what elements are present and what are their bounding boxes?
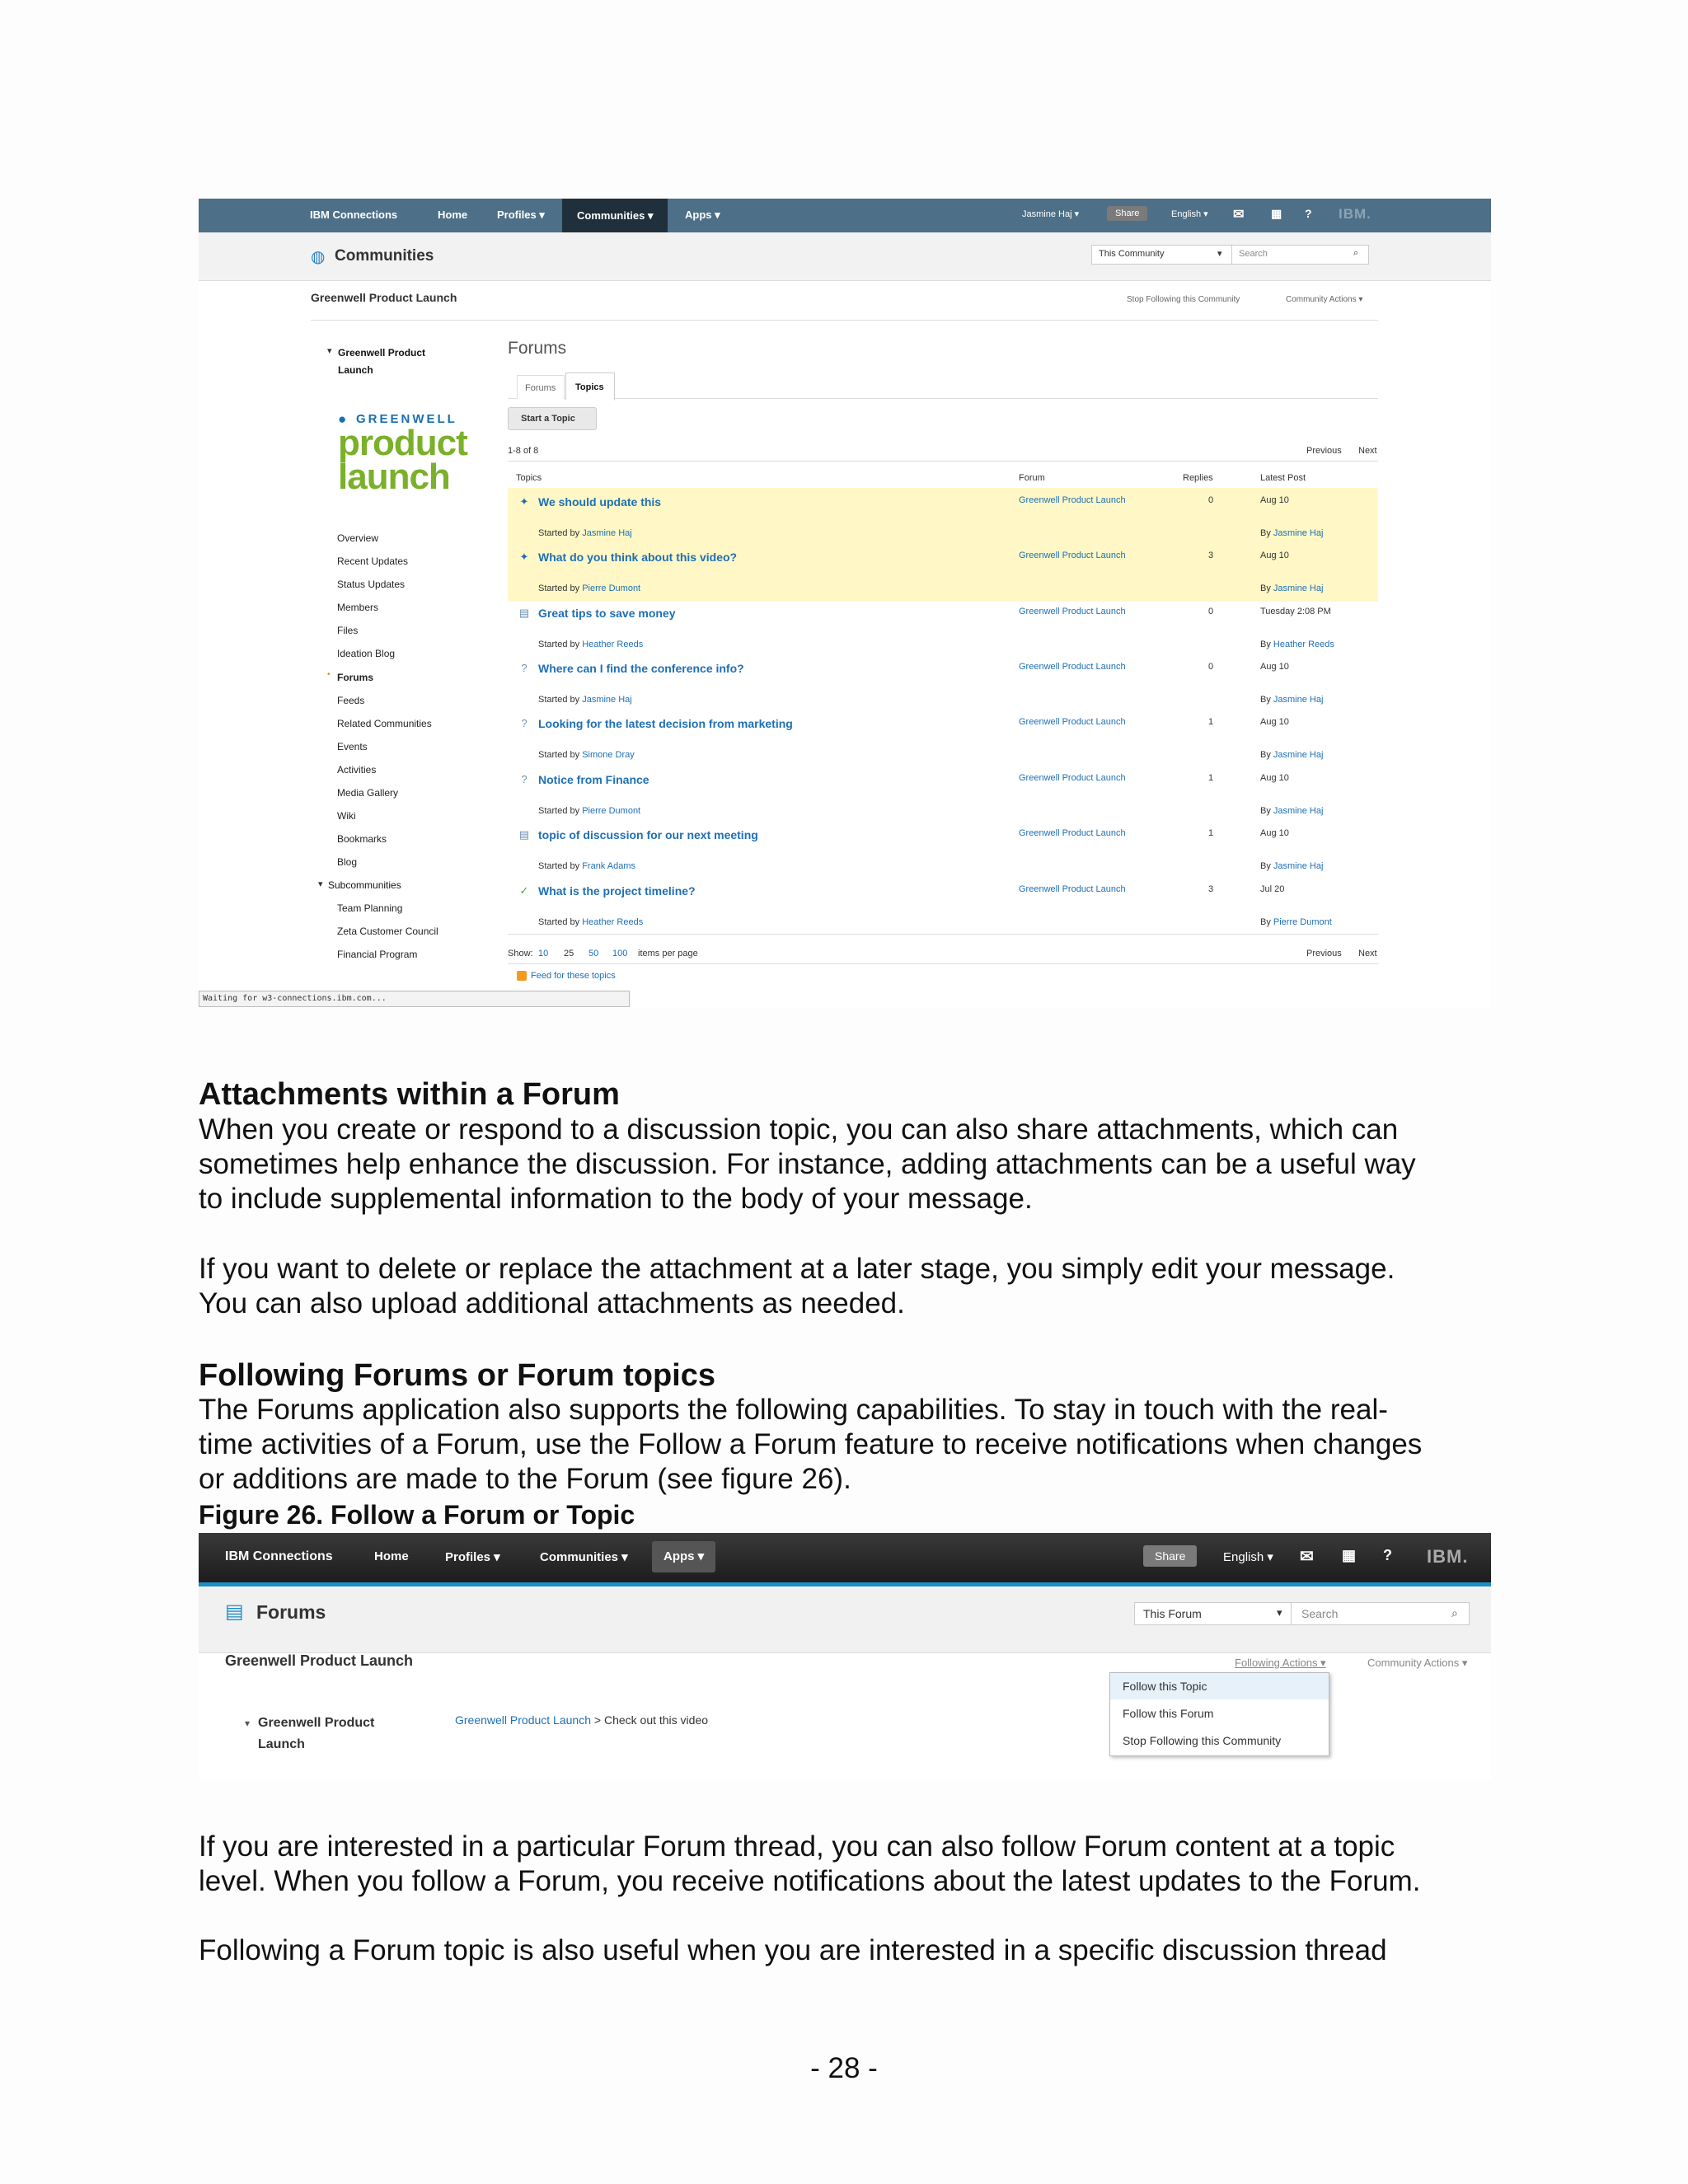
collapse-icon[interactable]: ▾ [245, 1718, 251, 1729]
topic-author[interactable]: Frank Adams [582, 861, 636, 871]
paragraph-line: time activities of a Forum, use the Follow a Forum feature to receive notifications when changes [199, 1428, 1423, 1460]
page-title: Forums [508, 339, 567, 358]
app-header [199, 232, 1491, 281]
calendar-icon[interactable]: ▦ [1271, 207, 1282, 220]
topic-author[interactable]: Jasmine Haj [582, 695, 632, 705]
forums-icon: ▤ [225, 1601, 244, 1623]
paragraph-line: The Forums application also supports the following capabilities. To stay in touch with the real- [199, 1394, 1388, 1426]
divider [508, 461, 1378, 462]
figure-caption: Figure 26. Follow a Forum or Topic [199, 1500, 635, 1530]
topic-title[interactable]: Where can I find the conference info? [538, 662, 744, 675]
topic-forum-link[interactable]: Greenwell Product Launch [1019, 773, 1126, 783]
discussion-icon: ▤ [518, 828, 530, 841]
sidebar-community-line2[interactable]: Launch [258, 1737, 305, 1751]
collapse-icon[interactable]: ▾ [318, 879, 323, 889]
last-author[interactable]: Jasmine Haj [1273, 861, 1324, 871]
topic-author[interactable]: Simone Dray [582, 750, 635, 760]
topic-started-by: Started by Simone Dray [538, 750, 635, 760]
app-title: Forums [256, 1601, 326, 1623]
sidebar-item-blog[interactable]: Blog [337, 856, 358, 868]
search-placeholder: Search [1239, 249, 1268, 259]
logo-line2: product [338, 423, 467, 463]
tab-forums-label: Forums [525, 383, 556, 393]
search-input[interactable] [1231, 245, 1369, 265]
communities-icon: ◍ [311, 248, 326, 266]
topic-date: Aug 10 [1260, 495, 1289, 505]
topic-started-by: Started by Jasmine Haj [538, 695, 632, 705]
menu-item-follow-forum[interactable]: Follow this Forum [1123, 1707, 1214, 1720]
last-author[interactable]: Pierre Dumont [1273, 917, 1332, 927]
topic-replies: 0 [1208, 607, 1214, 616]
nav-communities[interactable]: Communities ▾ [540, 1550, 628, 1564]
topic-date: Jul 20 [1260, 884, 1285, 894]
topic-started-by: Started by Frank Adams [538, 861, 636, 871]
search-icon[interactable]: ⌕ [1451, 1606, 1458, 1619]
ibm-logo: IBM. [1339, 206, 1372, 222]
tabs-divider [508, 398, 1378, 399]
last-author[interactable]: Jasmine Haj [1273, 750, 1324, 760]
nav-apps[interactable]: Apps ▾ [652, 1541, 715, 1572]
topic-last-post: By Jasmine Haj [1260, 583, 1324, 593]
question-icon: ? [521, 773, 528, 785]
topic-last-post: By Heather Reeds [1260, 640, 1334, 649]
page-size-25[interactable]: 25 [564, 949, 574, 958]
topic-started-by: Started by Pierre Dumont [538, 583, 641, 593]
scope-label: This Forum [1143, 1607, 1202, 1620]
topic-author[interactable]: Heather Reeds [582, 640, 644, 649]
ibm-logo: IBM. [1427, 1546, 1469, 1567]
last-author[interactable]: Jasmine Haj [1273, 806, 1324, 816]
sidebar-item-forums[interactable]: Forums [337, 672, 374, 683]
nav-communities[interactable]: Communities ▾ [562, 199, 668, 232]
paragraph-line: sometimes help enhance the discussion. For instance, adding attachments can be a useful way [199, 1148, 1416, 1180]
col-topics-header: Topics [516, 473, 542, 483]
answered-icon: ✓ [519, 884, 529, 897]
community-actions-menu[interactable]: Community Actions ▾ [1286, 295, 1363, 304]
topic-title[interactable]: Looking for the latest decision from marketing [538, 717, 793, 730]
topic-author[interactable]: Heather Reeds [582, 917, 644, 927]
topic-date: Aug 10 [1260, 551, 1289, 560]
language-menu[interactable]: English ▾ [1223, 1550, 1273, 1564]
col-forum-header: Forum [1019, 473, 1045, 483]
app-title: Communities [335, 247, 434, 265]
nav-profiles[interactable]: Profiles ▾ [445, 1550, 500, 1564]
next-link[interactable]: Next [1358, 949, 1377, 958]
sidebar-item-media-gallery[interactable]: Media Gallery [337, 787, 399, 799]
sidebar-community-line2[interactable]: Launch [338, 364, 373, 376]
search-icon[interactable]: ⌕ [1353, 248, 1359, 258]
discussion-icon: ▤ [518, 607, 530, 619]
topic-started-by: Started by Heather Reeds [538, 640, 644, 649]
breadcrumb-link[interactable]: Greenwell Product Launch [455, 1713, 591, 1727]
last-author[interactable]: Jasmine Haj [1273, 528, 1324, 538]
divider [311, 320, 1378, 321]
sidebar-item-related-communities[interactable]: Related Communities [337, 718, 432, 729]
sidebar-item-status-updates[interactable]: Status Updates [337, 579, 406, 590]
page-size-10[interactable]: 10 [538, 949, 549, 958]
previous-link[interactable]: Previous [1306, 949, 1342, 958]
topic-title[interactable]: Notice from Finance [538, 773, 649, 786]
question-icon: ? [521, 662, 528, 674]
subcommunity-item[interactable]: Financial Program [337, 949, 418, 960]
sidebar-item-overview[interactable]: Overview [337, 532, 379, 544]
logo-line1: GREENWELL [356, 412, 457, 426]
share-button[interactable]: Share [1107, 206, 1147, 221]
topic-replies: 1 [1208, 773, 1214, 783]
show-label: Show: [508, 949, 533, 958]
nav-apps[interactable]: Apps ▾ [685, 209, 720, 221]
breadcrumb: Greenwell Product Launch > Check out this video [455, 1713, 709, 1727]
last-author[interactable]: Jasmine Haj [1273, 695, 1324, 705]
follow-forum-screenshot [199, 1533, 1491, 1780]
section-heading-attachments: Attachments within a Forum [199, 1077, 620, 1112]
sidebar-item-files[interactable]: Files [337, 625, 359, 636]
feed-link[interactable]: Feed for these topics [531, 971, 616, 981]
topic-replies: 0 [1208, 495, 1214, 505]
top-navigation-bar [199, 199, 1491, 232]
topic-started-by: Started by Heather Reeds [538, 917, 644, 927]
topic-started-by: Started by Jasmine Haj [538, 528, 632, 538]
chevron-down-icon: ▾ [1277, 1606, 1282, 1619]
sidebar-item-feeds[interactable]: Feeds [337, 695, 365, 706]
topic-forum-link[interactable]: Greenwell Product Launch [1019, 495, 1126, 505]
community-logo [338, 411, 478, 502]
topic-date: Aug 10 [1260, 717, 1289, 727]
next-link[interactable]: Next [1358, 446, 1377, 456]
question-icon: ? [521, 717, 528, 729]
subcommunity-item[interactable]: Team Planning [337, 902, 403, 914]
paragraph-line: If you are interested in a particular Forum thread, you can also follow Forum content at a topic [199, 1830, 1395, 1863]
logo-line3: launch [338, 457, 450, 497]
search-scope-select[interactable] [1091, 245, 1233, 265]
status-text: Waiting for w3-connections.ibm.com... [203, 994, 387, 1003]
following-actions-dropdown [1109, 1672, 1329, 1756]
notification-icon[interactable]: ✉ [1233, 208, 1245, 222]
topic-replies: 1 [1208, 828, 1214, 838]
topic-forum-link[interactable]: Greenwell Product Launch [1019, 662, 1126, 672]
brand-link[interactable]: IBM Connections [225, 1549, 333, 1563]
help-icon[interactable]: ? [1305, 207, 1312, 220]
page-size-100[interactable]: 100 [612, 949, 628, 958]
tab-topics[interactable] [565, 373, 615, 401]
pin-icon: ✦ [519, 551, 529, 563]
rss-feed-icon[interactable] [517, 971, 527, 981]
sidebar-item-wiki[interactable]: Wiki [337, 810, 356, 822]
communities-forum-screenshot [199, 199, 1491, 1008]
browser-status-bar [199, 991, 630, 1007]
topic-forum-link[interactable]: Greenwell Product Launch [1019, 607, 1126, 616]
active-bullet-icon: • [327, 670, 331, 679]
topic-title[interactable]: What is the project timeline? [538, 884, 696, 898]
help-icon[interactable]: ? [1383, 1547, 1392, 1563]
sidebar-community-line1[interactable]: Greenwell Product [258, 1716, 375, 1730]
topic-title[interactable]: We should update this [538, 495, 662, 509]
topic-forum-link[interactable]: Greenwell Product Launch [1019, 884, 1126, 894]
app-header [199, 1586, 1491, 1653]
chevron-down-icon: ▾ [1217, 249, 1222, 259]
nav-profiles[interactable]: Profiles ▾ [497, 209, 545, 221]
subcommunities-label: Subcommunities [328, 879, 401, 891]
divider [508, 963, 1378, 964]
logo-mark-icon: ● [338, 411, 347, 427]
page-size-50[interactable]: 50 [588, 949, 599, 958]
search-scope-select[interactable] [1134, 1602, 1292, 1625]
topic-started-by: Started by Pierre Dumont [538, 806, 641, 816]
topic-replies: 1 [1208, 717, 1214, 727]
tab-forums[interactable] [517, 375, 565, 399]
calendar-icon[interactable]: ▦ [1342, 1547, 1357, 1563]
collapse-icon[interactable]: ▾ [327, 346, 332, 356]
sidebar-item-recent-updates[interactable]: Recent Updates [337, 555, 409, 567]
subcommunity-item[interactable]: Zeta Customer Council [337, 926, 438, 937]
user-menu[interactable]: Jasmine Haj ▾ [1022, 209, 1080, 219]
topic-date: Tuesday 2:08 PM [1260, 607, 1331, 616]
topic-forum-link[interactable]: Greenwell Product Launch [1019, 551, 1126, 560]
last-author[interactable]: Heather Reeds [1273, 640, 1334, 649]
page-number: - 28 - [810, 2052, 878, 2084]
paragraph-line: to include supplemental information to the body of your message. [199, 1183, 1033, 1215]
stop-following-link[interactable]: Stop Following this Community [1127, 295, 1240, 304]
topic-last-post: By Jasmine Haj [1260, 528, 1324, 538]
topic-author[interactable]: Pierre Dumont [582, 583, 641, 593]
start-topic-label: Start a Topic [521, 414, 575, 424]
paragraph-line: or additions are made to the Forum (see figure 26). [199, 1463, 851, 1495]
col-latest-header: Latest Post [1260, 473, 1306, 483]
col-replies-header: Replies [1183, 473, 1213, 483]
sidebar-item-bookmarks[interactable]: Bookmarks [337, 833, 387, 845]
start-topic-button[interactable] [508, 407, 597, 430]
previous-link[interactable]: Previous [1306, 446, 1342, 456]
tab-topics-label: Topics [575, 382, 604, 392]
topic-last-post: By Jasmine Haj [1260, 861, 1324, 871]
paragraph-line: Following a Forum topic is also useful when you are interested in a specific discussion thread [199, 1934, 1387, 1966]
sidebar-item-events[interactable]: Events [337, 741, 368, 752]
topic-replies: 0 [1208, 662, 1214, 672]
section-heading-following: Following Forums or Forum topics [199, 1358, 715, 1393]
topic-last-post: By Pierre Dumont [1260, 917, 1332, 927]
topic-date: Aug 10 [1260, 773, 1289, 783]
topic-forum-link[interactable]: Greenwell Product Launch [1019, 717, 1126, 727]
topic-replies: 3 [1208, 551, 1214, 560]
pin-icon: ✦ [519, 495, 529, 508]
community-actions-menu[interactable]: Community Actions ▾ [1367, 1657, 1468, 1669]
search-placeholder: Search [1301, 1607, 1339, 1620]
menu-item-follow-topic[interactable]: Follow this Topic [1123, 1680, 1207, 1693]
paragraph-line: When you create or respond to a discussion topic, you can also share attachments, which can [199, 1113, 1399, 1146]
community-name: Greenwell Product Launch [225, 1652, 414, 1669]
sidebar-item-members[interactable]: Members [337, 602, 379, 613]
notification-icon[interactable]: ✉ [1300, 1548, 1314, 1566]
search-input[interactable] [1291, 1602, 1470, 1625]
topic-title[interactable]: topic of discussion for our next meeting [538, 828, 758, 841]
topic-author[interactable]: Jasmine Haj [582, 528, 632, 538]
community-name: Greenwell Product Launch [311, 291, 457, 304]
topic-last-post: By Jasmine Haj [1260, 695, 1324, 705]
nav-home[interactable]: Home [438, 209, 468, 221]
sidebar-community-line1[interactable]: Greenwell Product [338, 347, 426, 359]
topic-last-post: By Jasmine Haj [1260, 750, 1324, 760]
topic-last-post: By Jasmine Haj [1260, 806, 1324, 816]
topic-title[interactable]: What do you think about this video? [538, 551, 738, 564]
last-author[interactable]: Jasmine Haj [1273, 583, 1324, 593]
language-menu[interactable]: English ▾ [1171, 209, 1208, 219]
topic-author[interactable]: Pierre Dumont [582, 806, 641, 816]
share-button[interactable]: Share [1143, 1545, 1197, 1567]
top-navigation-bar [199, 1533, 1491, 1582]
paragraph-line: If you want to delete or replace the attachment at a later stage, you simply edit your message. [199, 1253, 1395, 1285]
topic-date: Aug 10 [1260, 828, 1289, 838]
per-page-label: items per page [638, 949, 698, 958]
scope-label: This Community [1099, 249, 1165, 259]
sidebar-item-activities[interactable]: Activities [337, 764, 377, 776]
topic-forum-link[interactable]: Greenwell Product Launch [1019, 828, 1126, 838]
paragraph-line: You can also upload additional attachments as needed. [199, 1287, 905, 1319]
brand-link[interactable]: IBM Connections [310, 209, 398, 221]
topic-date: Aug 10 [1260, 662, 1289, 672]
result-count: 1-8 of 8 [508, 446, 539, 456]
menu-item-stop-following[interactable]: Stop Following this Community [1123, 1734, 1282, 1747]
nav-home[interactable]: Home [374, 1549, 409, 1563]
paragraph-line: level. When you follow a Forum, you receive notifications about the latest updates to the Forum. [199, 1865, 1421, 1897]
following-actions-menu[interactable]: Following Actions ▾ [1235, 1657, 1326, 1669]
topic-title[interactable]: Great tips to save money [538, 607, 676, 620]
sidebar-item-ideation-blog[interactable]: Ideation Blog [337, 648, 396, 659]
topic-replies: 3 [1208, 884, 1214, 894]
divider [508, 934, 1378, 935]
